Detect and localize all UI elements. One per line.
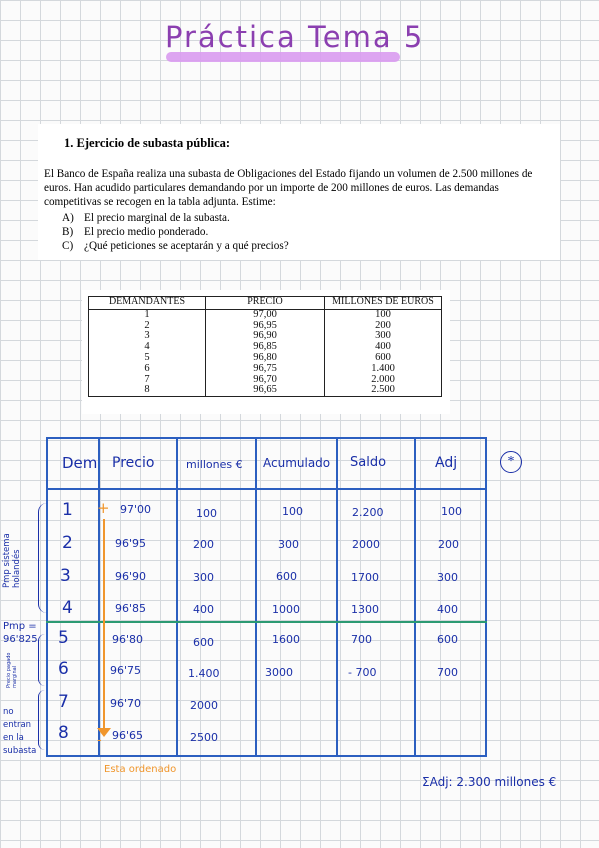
hand-dem: 7 [58,692,69,712]
hand-precio: 97'00 [120,503,152,516]
hand-adj: 300 [437,571,458,584]
hand-millones: 400 [193,603,214,616]
question-a [62,211,230,225]
marginal-price-line [46,621,487,623]
table-cell: 1 [89,309,206,320]
table-header-row [89,297,442,310]
hand-millones: 600 [193,636,214,649]
column-divider [255,437,257,757]
hand-adj: 400 [437,603,458,616]
hand-millones: 300 [193,571,214,584]
page-title: Práctica Tema 5 [165,20,425,54]
hand-header-precio: Precio [112,455,155,471]
ordered-note: Esta ordenado [104,764,177,775]
table-cell: 2 [89,321,206,332]
table-cell: 8 [89,385,206,396]
hand-saldo: 2.200 [352,506,384,519]
hand-precio: 96'75 [110,664,142,677]
table-cell: 1.400 [325,364,442,375]
hand-precio: 96'95 [115,537,147,550]
pmp-system-note: Pmp sistema holandés [2,533,22,588]
pmp-value-note: Pmp = 96'825 [3,621,38,645]
table-cell: 5 [89,353,206,364]
minus-sign: - [97,733,102,748]
hand-saldo: 1300 [351,603,379,616]
hand-acumulado: 3000 [265,666,293,679]
question-text: El precio medio ponderado. [84,226,209,238]
hand-millones: 200 [193,538,214,551]
table-cell: 300 [325,331,442,342]
table-row [89,385,442,396]
hand-acumulado: 100 [282,505,303,518]
hand-precio: 96'65 [112,729,144,742]
bracket [38,690,45,750]
table-cell: 96,85 [206,342,325,353]
printed-demand-table [88,296,442,397]
circled-asterisk-icon: * [500,451,522,473]
table-row [89,309,442,320]
table-cell: 600 [325,353,442,364]
exercise-heading: 1. Ejercicio de subasta pública: [64,136,231,150]
question-letter: B) [62,226,74,238]
hand-header-millones: millones € [186,458,243,471]
column-divider [98,437,100,757]
table-cell: 96,65 [206,385,325,396]
column-divider [414,437,416,757]
hand-saldo: 2000 [352,538,380,551]
marginal-price-paid-note: Precio pagado marginal [6,652,18,688]
hand-acumulado: 1000 [272,603,300,616]
hand-millones: 1.400 [188,667,220,680]
hand-precio: 96'80 [112,633,144,646]
bracket [38,503,47,613]
table-cell: 96,80 [206,353,325,364]
hand-saldo: 1700 [351,571,379,584]
question-c [62,239,289,253]
table-cell: 96,90 [206,331,325,342]
table-cell: 2.000 [325,375,442,386]
hand-saldo: - 700 [348,666,377,679]
question-letter: A) [62,212,74,224]
hand-adj: 700 [437,666,458,679]
not-entering-note: no entran en la subasta [3,707,37,756]
hand-dem: 5 [58,628,69,648]
hand-header-adj: Adj [435,455,458,471]
question-b [62,225,208,239]
hand-precio: 96'90 [115,570,147,583]
hand-millones: 2500 [190,731,218,744]
hand-header-saldo: Saldo [350,455,387,470]
hand-dem: 8 [58,723,69,743]
table-cell: 96,75 [206,364,325,375]
header-divider [46,488,487,490]
hand-dem: 2 [62,533,73,553]
column-header: DEMANDANTES [89,297,206,310]
table-cell: 200 [325,321,442,332]
column-divider [336,437,338,757]
plus-sign: + [97,499,110,517]
hand-precio: 96'70 [110,697,142,710]
table-cell: 400 [325,342,442,353]
hand-acumulado: 600 [276,570,297,583]
table-cell: 4 [89,342,206,353]
table-cell: 100 [325,309,442,320]
table-cell: 97,00 [206,309,325,320]
hand-header-acumulado: Acumulado [263,456,331,470]
hand-acumulado: 300 [278,538,299,551]
question-text: ¿Qué peticiones se aceptarán y a qué precios? [84,240,289,252]
question-letter: C) [62,240,74,252]
hand-acumulado: 1600 [272,633,300,646]
hand-adj: 600 [437,633,458,646]
column-header: PRECIO [206,297,325,310]
column-header: MILLONES DE EUROS [325,297,442,310]
hand-dem: 4 [62,598,73,618]
hand-millones: 100 [196,507,217,520]
table-cell: 3 [89,331,206,342]
hand-dem: 1 [62,500,73,520]
hand-header-dem: Dem [62,454,98,472]
hand-dem: 3 [60,566,71,586]
table-row [89,364,442,375]
hand-millones: 2000 [190,699,218,712]
table-cell: 6 [89,364,206,375]
table-cell: 2.500 [325,385,442,396]
hand-adj: 200 [438,538,459,551]
hand-dem: 6 [58,659,69,679]
ordering-arrow-shaft [103,519,105,732]
table-cell: 7 [89,375,206,386]
total-adjudicated: ΣAdj: 2.300 millones € [422,775,557,789]
question-text: El precio marginal de la subasta. [84,212,230,224]
bracket [38,634,45,686]
hand-precio: 96'85 [115,602,147,615]
hand-saldo: 700 [351,633,372,646]
exercise-statement: El Banco de España realiza una subasta de Obligaciones del Estado fijando un volumen de 2.500 millones de euros. Han acudido particulares demandando por un importe de 200 millones de euros. Las demandas competitivas se recogen en la tabla adjunta. Estime: [44,168,533,208]
hand-adj: 100 [441,505,462,518]
column-divider [176,437,178,757]
table-cell: 96,70 [206,375,325,386]
table-cell: 96,95 [206,321,325,332]
